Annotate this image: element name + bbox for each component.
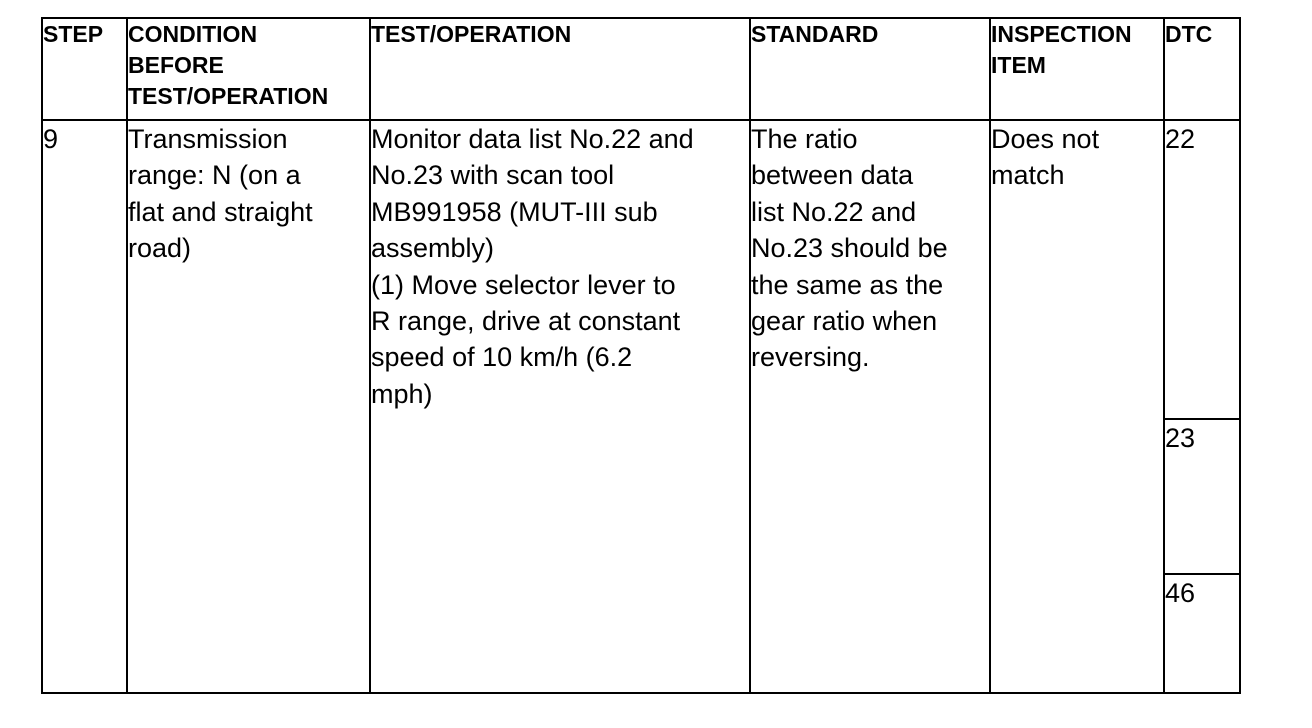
- inspection-table: [41, 17, 1241, 694]
- step-number: 9: [43, 124, 59, 154]
- header-line: TEST/OPERATION: [371, 21, 572, 47]
- header-line: DTC: [1165, 21, 1213, 47]
- condition-line: range: N (on a: [128, 160, 301, 191]
- standard-line: the same as the: [751, 269, 944, 300]
- standard-line: The ratio: [751, 124, 858, 154]
- dtc-cell: [1164, 419, 1240, 574]
- condition-line: flat and straight: [128, 196, 313, 227]
- test-line: mph): [371, 378, 433, 409]
- test-operation-cell: [370, 120, 750, 693]
- condition-header: [127, 18, 370, 120]
- test-line: No.23 with scan tool: [371, 160, 615, 191]
- header-line: ITEM: [991, 52, 1046, 78]
- step-cell: [42, 120, 127, 693]
- step-header: [42, 18, 127, 120]
- dtc-header: [1164, 18, 1240, 120]
- dtc-code: 23: [1165, 423, 1196, 453]
- dtc-code: 22: [1165, 124, 1196, 154]
- inspection-item-header: [990, 18, 1164, 120]
- test-line: speed of 10 km/h (6.2: [371, 342, 633, 373]
- standard-line: between data: [751, 160, 914, 191]
- inspection-item-cell: [990, 120, 1164, 693]
- test-line: R range, drive at constant: [371, 306, 681, 337]
- standard-line: gear ratio when: [751, 306, 938, 337]
- dtc-cell: [1164, 574, 1240, 693]
- table-row: [42, 120, 1240, 419]
- dtc-code: 46: [1165, 578, 1196, 608]
- condition-line: road): [128, 233, 192, 264]
- test-operation-header: [370, 18, 750, 120]
- standard-header: [750, 18, 990, 120]
- header-line: INSPECTION: [991, 21, 1132, 47]
- condition-line: Transmission: [128, 124, 288, 154]
- test-line: assembly): [371, 233, 495, 264]
- standard-line: list No.22 and: [751, 196, 917, 227]
- header-line: STANDARD: [751, 21, 879, 47]
- standard-line: reversing.: [751, 342, 870, 373]
- standard-line: No.23 should be: [751, 233, 948, 264]
- dtc-cell: [1164, 120, 1240, 419]
- test-line: (1) Move selector lever to: [371, 269, 676, 300]
- header-line: BEFORE: [128, 52, 224, 78]
- inspection-line: Does not: [991, 124, 1100, 154]
- header-line: TEST/OPERATION: [128, 83, 329, 109]
- standard-cell: [750, 120, 990, 693]
- header-row: [42, 18, 1240, 120]
- test-line: MB991958 (MUT-III sub: [371, 196, 658, 227]
- header-line: CONDITION: [128, 21, 258, 47]
- header-line: STEP: [43, 21, 104, 47]
- condition-cell: [127, 120, 370, 693]
- test-line: Monitor data list No.22 and: [371, 124, 694, 154]
- inspection-line: match: [991, 160, 1065, 191]
